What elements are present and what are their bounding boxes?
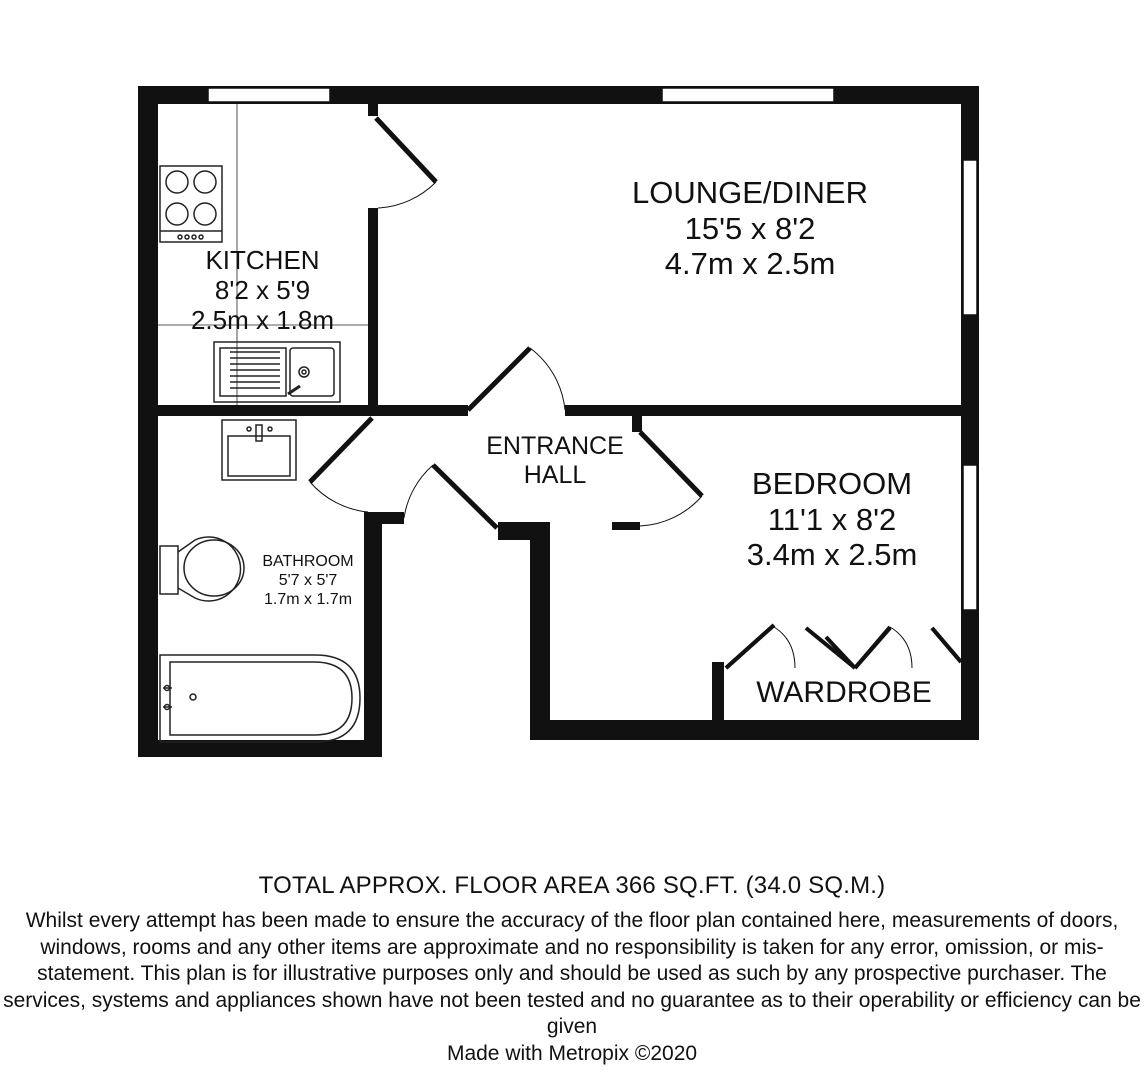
entrance-name-line2: HALL <box>523 460 587 489</box>
window-lounge-top <box>662 88 834 102</box>
wall-hall-top-left <box>158 405 468 416</box>
entrance-name-line1: ENTRANCE <box>486 432 624 460</box>
entrance-hall-label <box>460 432 650 490</box>
window-kitchen <box>208 88 330 102</box>
kitchen-name: KITCHEN <box>205 245 320 275</box>
kitchen-imperial: 8'2 x 5'9 <box>214 274 311 305</box>
wall-kitchen-lounge-stub <box>368 104 378 116</box>
wardrobe-structure <box>726 626 961 668</box>
toilet-icon <box>160 537 244 601</box>
bedroom-metric: 3.4m x 2.5m <box>746 537 918 573</box>
bathroom-label <box>248 552 368 610</box>
wall-bedroom-bottom-stub <box>612 522 640 530</box>
total-floor-area: TOTAL APPROX. FLOOR AREA 366 SQ.FT. (34.0 SQ.M.) <box>258 872 886 899</box>
wall-bathroom-right <box>364 512 382 757</box>
bath-icon <box>160 655 360 742</box>
bathroom-imperial: 5'7 x 5'7 <box>278 572 338 590</box>
window-lounge-right <box>963 160 977 315</box>
kitchen-metric: 2.5m x 1.8m <box>190 304 335 335</box>
wall-bottom-bedroom <box>530 720 979 740</box>
window-bedroom-right <box>963 465 977 610</box>
credit-text: Made with Metropix ©2020 <box>446 1042 698 1065</box>
sink-icon <box>214 342 340 402</box>
door-hall-bathroom <box>310 418 372 512</box>
bedroom-name: BEDROOM <box>751 466 913 501</box>
bathroom-metric: 1.7m x 1.7m <box>263 591 353 609</box>
door-hall-lounge <box>468 348 565 410</box>
wall-wardrobe-left <box>712 662 724 720</box>
wall-hall-top-right <box>565 405 965 416</box>
lounge-name: LOUNGE/DINER <box>632 175 868 210</box>
wall-left <box>138 86 158 756</box>
wall-bathroom-door-stub <box>364 512 404 524</box>
wall-bedroom-left <box>530 522 550 740</box>
wardrobe-label <box>728 676 960 711</box>
bedroom-label <box>718 466 946 573</box>
wall-hall-bottom <box>498 522 550 540</box>
kitchen-label <box>160 246 365 336</box>
basin-icon <box>222 420 296 480</box>
wardrobe-doors <box>722 625 961 668</box>
bathroom-name: BATHROOM <box>262 553 354 570</box>
hob-icon <box>160 166 222 242</box>
wardrobe-name: WARDROBE <box>756 676 932 709</box>
wall-kitchen-lounge <box>368 208 378 413</box>
disclaimer-text: Whilst every attempt has been made to ensure the accuracy of the floor plan contained here, measurements of doors, windows, rooms and any other items are approximate and no responsibility is taken for any error, omission, or mis-statement. This plan is for illustrative purposes only and should be used as such by any prospective purchaser. The services, systems and appliances shown have not been tested and no guarantee as to their operability or efficiency can be given <box>3 909 1141 1038</box>
wall-bedroom-door-stub <box>632 416 642 432</box>
bedroom-imperial: 11'1 x 8'2 <box>767 501 897 537</box>
lounge-metric: 4.7m x 2.5m <box>664 246 836 282</box>
lounge-imperial: 15'5 x 8'2 <box>684 210 816 246</box>
lounge-label <box>600 175 900 282</box>
door-kitchen-lounge <box>376 118 436 208</box>
